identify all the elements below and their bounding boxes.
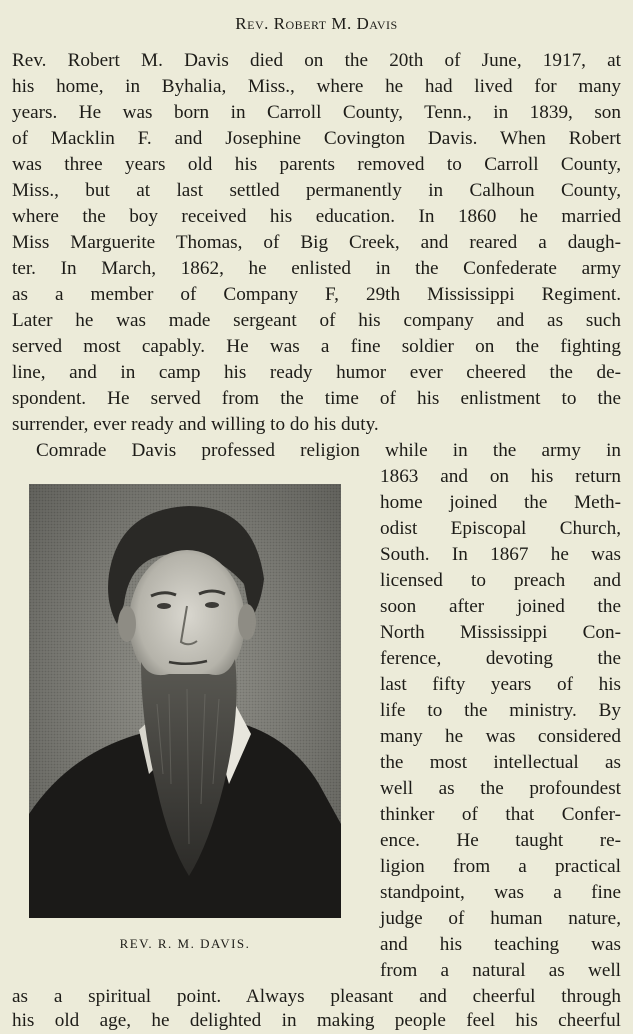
- column-line: ligion from a practical: [380, 856, 621, 877]
- body-line: as a spiritual point. Always pleasant and cheerful through: [12, 986, 621, 1007]
- body-line: served most capably. He was a fine soldier on the fighting: [12, 336, 621, 357]
- photo-caption: REV. R. M. DAVIS.: [119, 936, 251, 951]
- body-line: line, and in camp his ready humor ever cheered the de-: [12, 362, 621, 383]
- body-line: of Macklin F. and Josephine Covington Davis. When Robert: [12, 128, 621, 149]
- column-line: and his teaching was: [380, 934, 621, 955]
- column-line: last fifty years of his: [380, 674, 621, 695]
- column-line: ference, devoting the: [380, 648, 621, 669]
- body-line: years. He was born in Carroll County, Tenn., in 1839, son: [12, 102, 621, 123]
- body-line: Miss., but at last settled permanently in Calhoun County,: [12, 180, 621, 201]
- column-line: soon after joined the: [380, 596, 621, 617]
- column-line: 1863 and on his return: [380, 466, 621, 487]
- column-line: judge of human nature,: [380, 908, 621, 929]
- column-line: standpoint, was a fine: [380, 882, 621, 903]
- body-line: Comrade Davis professed religion while in the army in: [36, 440, 621, 461]
- body-line: where the boy received his education. In 1860 he married: [12, 206, 621, 227]
- article-title: [0, 14, 633, 34]
- column-line: ence. He taught re-: [380, 830, 621, 851]
- body-line: spondent. He served from the time of his enlistment to the: [12, 388, 621, 409]
- column-line: home joined the Meth-: [380, 492, 621, 513]
- portrait-image: [29, 484, 341, 918]
- column-line: South. In 1867 he was: [380, 544, 621, 565]
- column-line: from a natural as well: [380, 960, 621, 981]
- body-line: his old age, he delighted in making people feel his cheerful: [12, 1010, 621, 1031]
- column-line: odist Episcopal Church,: [380, 518, 621, 539]
- column-line: the most intellectual as: [380, 752, 621, 773]
- column-line: life to the ministry. By: [380, 700, 621, 721]
- body-line: Later he was made sergeant of his company and as such: [12, 310, 621, 331]
- body-line: surrender, ever ready and willing to do his duty.: [12, 414, 379, 435]
- article-title-text: Rev. Robert M. Davis: [235, 14, 398, 33]
- body-line: ter. In March, 1862, he enlisted in the Confederate army: [12, 258, 621, 279]
- column-line: thinker of that Confer-: [380, 804, 621, 825]
- body-line: Miss Marguerite Thomas, of Big Creek, and reared a daugh-: [12, 232, 621, 253]
- body-line: was three years old his parents removed to Carroll County,: [12, 154, 621, 175]
- column-line: North Mississippi Con-: [380, 622, 621, 643]
- portrait-photo: [29, 484, 341, 918]
- body-line: as a member of Company F, 29th Mississippi Regiment.: [12, 284, 621, 305]
- body-line: his home, in Byhalia, Miss., where he had lived for many: [12, 76, 621, 97]
- body-line: Rev. Robert M. Davis died on the 20th of June, 1917, at: [12, 50, 621, 71]
- column-line: licensed to preach and: [380, 570, 621, 591]
- column-line: many he was considered: [380, 726, 621, 747]
- column-line: well as the profoundest: [380, 778, 621, 799]
